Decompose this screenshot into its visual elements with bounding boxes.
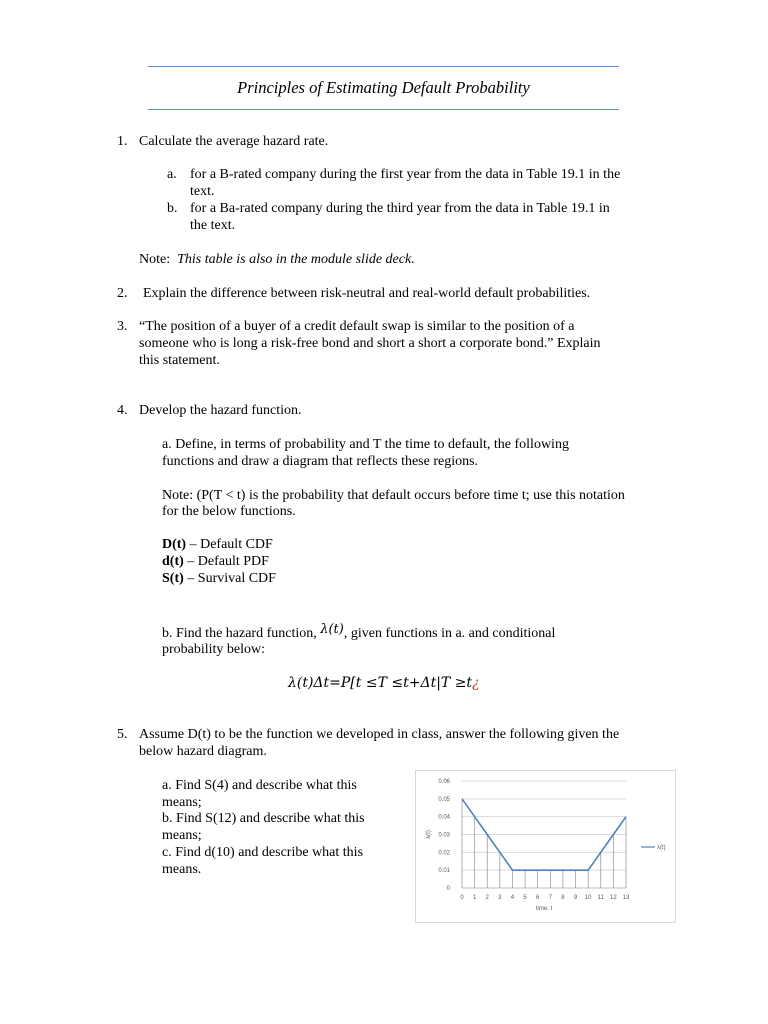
- y-tick-label: 0.02: [438, 850, 450, 857]
- q5-line1: Assume D(t) to be the function we developed in class, answer the following given the: [139, 727, 620, 742]
- q1-number: 1.: [117, 134, 128, 149]
- y-tick-label: 0: [446, 886, 450, 892]
- x-tick-label: 8: [561, 895, 565, 901]
- q4-def-scdf: [162, 570, 276, 587]
- q4-note-line1: Note: (P(T < t) is the probability that default occurs before time t; use this notation: [162, 488, 625, 503]
- header-rule-top: [148, 66, 619, 67]
- q4-number: 4.: [117, 403, 128, 418]
- q1-note-text: This table is also in the module slide deck.: [177, 252, 415, 267]
- q4-def-dcdf-desc: – Default CDF: [186, 537, 273, 552]
- q4b-part2: , given functions in a. and conditional: [343, 626, 556, 641]
- q3-number: 3.: [117, 319, 128, 334]
- hazard-formula-body: λ(t)Δt=P[t ≤T ≤t+Δt|T ≥t: [288, 675, 473, 691]
- x-tick-label: 0: [460, 895, 464, 901]
- x-axis-title: time, t: [535, 906, 553, 912]
- q3-line3: this statement.: [139, 353, 220, 368]
- x-tick-label: 1: [472, 895, 477, 901]
- q1b-label: b.: [167, 201, 178, 216]
- q2-number: 2.: [117, 286, 128, 301]
- q4-def-scdf-term: S(t): [162, 571, 184, 586]
- q1b-line1: for a Ba-rated company during the third year from the data in Table 19.1 in: [190, 201, 610, 216]
- q1a-line2: text.: [190, 184, 215, 199]
- q5a-line1: a. Find S(4) and describe what this: [162, 778, 357, 793]
- page-title: Principles of Estimating Default Probability: [237, 78, 530, 97]
- q5a-line2: means;: [162, 795, 202, 810]
- q2-text: Explain the difference between risk-neutral and real-world default probabilities.: [143, 286, 591, 301]
- q5c-line1: c. Find d(10) and describe what this: [162, 845, 364, 860]
- q4-def-dpdf-desc: – Default PDF: [183, 554, 269, 569]
- hazard-formula-tail: ¿: [472, 675, 480, 691]
- q1-note-label: Note:: [139, 252, 171, 267]
- q4-text: Develop the hazard function.: [139, 403, 302, 418]
- y-tick-label: 0.06: [438, 779, 450, 785]
- q4-def-dcdf: [162, 536, 273, 553]
- y-tick-label: 0.03: [438, 832, 450, 839]
- y-axis-title: λ(t): [426, 830, 432, 839]
- y-tick-label: 0.05: [438, 796, 450, 803]
- x-tick-label: 5: [523, 895, 527, 901]
- x-tick-label: 10: [584, 895, 592, 901]
- q1a-line1: for a B-rated company during the first year from the data in Table 19.1 in the: [190, 167, 621, 182]
- q4-note-line2: for the below functions.: [162, 504, 296, 519]
- x-tick-label: 9: [573, 895, 578, 901]
- q3-line2: someone who is long a risk-free bond and short a short a corporate bond.” Explain: [139, 336, 601, 351]
- q3-line1: “The position of a buyer of a credit default swap is similar to the position of a: [139, 319, 575, 334]
- q4b-line1: [162, 622, 556, 642]
- q1-text: Calculate the average hazard rate.: [139, 134, 329, 149]
- hazard-chart-svg: [416, 771, 675, 922]
- q4-def-dpdf: [162, 553, 269, 570]
- y-tick-label: 0.01: [438, 868, 450, 875]
- q4a-line2: functions and draw a diagram that reflects these regions.: [162, 454, 479, 469]
- x-tick-label: 2: [485, 895, 489, 901]
- q4b-line2: probability below:: [162, 642, 266, 657]
- x-tick-label: 13: [622, 895, 630, 901]
- q4a-line1: a. Define, in terms of probability and T the time to default, the following: [162, 437, 569, 452]
- q1-note: [139, 251, 415, 268]
- legend-label: λ(t): [657, 845, 666, 851]
- x-tick-label: 11: [597, 895, 604, 901]
- hazard-chart: [415, 770, 676, 923]
- q1b-line2: the text.: [190, 218, 236, 233]
- q5c-line2: means.: [162, 862, 202, 877]
- q5-number: 5.: [117, 727, 128, 742]
- x-tick-label: 6: [536, 895, 540, 901]
- hazard-formula: [288, 675, 480, 691]
- q1a-label: a.: [167, 167, 177, 182]
- x-tick-label: 7: [548, 895, 552, 901]
- x-tick-label: 4: [510, 895, 515, 901]
- q4-def-dpdf-term: d(t): [162, 554, 184, 569]
- x-tick-label: 3: [498, 895, 502, 901]
- q4b-part1: b. Find the hazard function,: [162, 626, 321, 641]
- header-rule-bottom: [148, 109, 619, 110]
- q5-line2: below hazard diagram.: [139, 744, 267, 759]
- q4-def-dcdf-term: D(t): [162, 537, 187, 552]
- q5b-line1: b. Find S(12) and describe what this: [162, 811, 365, 826]
- q4-def-scdf-desc: – Survival CDF: [183, 571, 276, 586]
- q5b-line2: means;: [162, 828, 202, 843]
- y-tick-label: 0.04: [438, 814, 450, 821]
- x-tick-label: 12: [610, 895, 617, 901]
- q4b-lambda-symbol: λ(t): [320, 622, 344, 637]
